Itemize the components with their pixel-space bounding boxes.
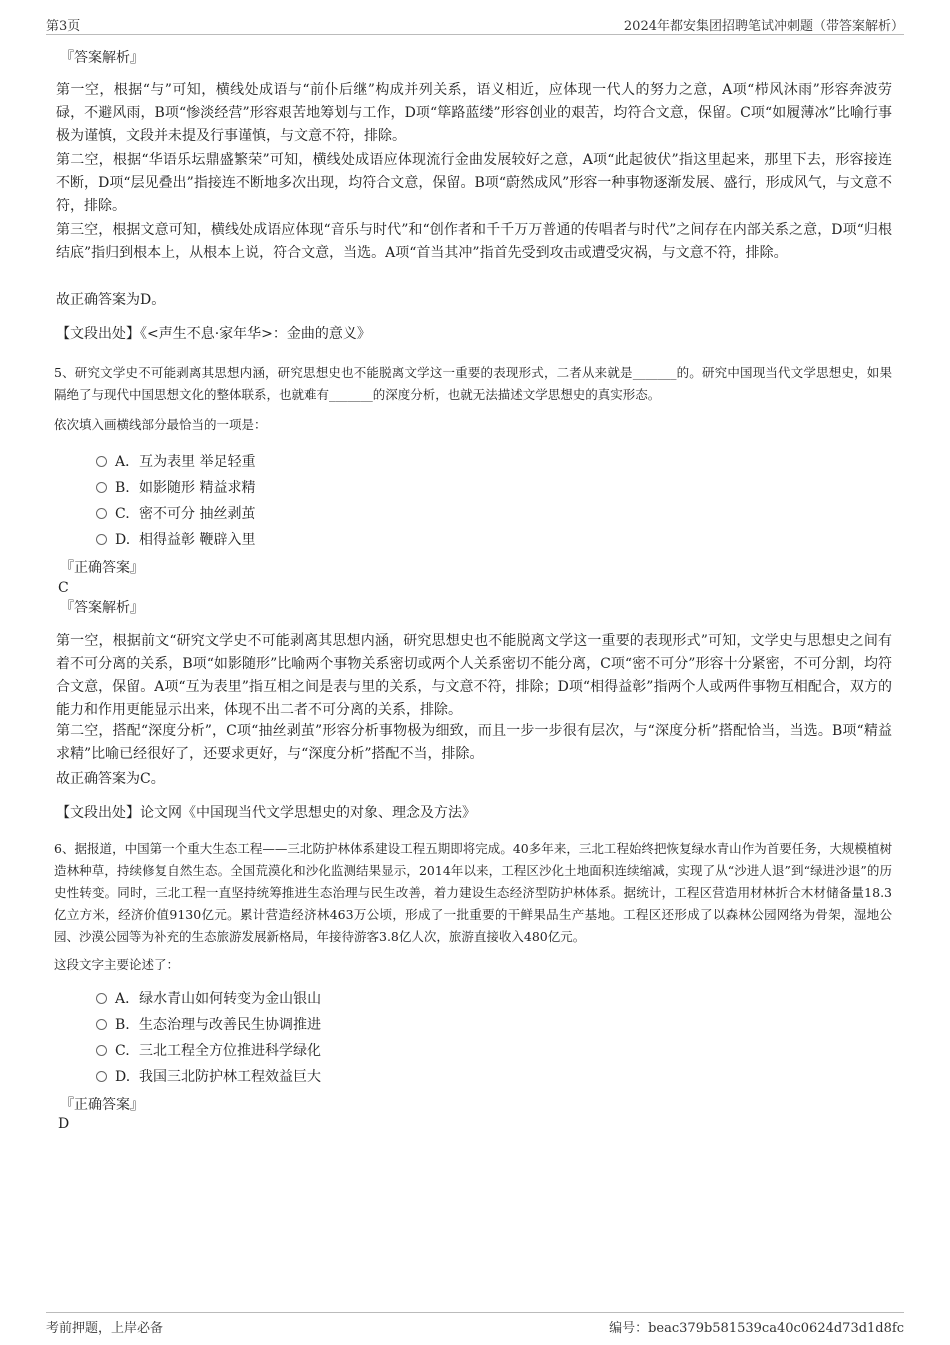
- q4-analysis-para3: 第三空，根据文意可知，横线处成语应体现“音乐与时代”和“创作者和千千万万普通的传唱者与时代”之间存在内部关系之意，D项“归根结底”指归到根本上，从根本上说，符合文意，当选。A项“首当其冲”指首先受到攻击或遭受灾祸，与文意不符，排除。: [56, 222, 892, 261]
- q4-conclusion: 故正确答案为D。: [56, 292, 166, 308]
- page-number: 第3页: [46, 19, 81, 34]
- q6-option-d[interactable]: D. 我国三北防护林工程效益巨大: [96, 1067, 321, 1087]
- page-footer: [46, 1312, 904, 1335]
- q5-answer-label: 『正确答案』: [60, 560, 144, 576]
- radio-icon[interactable]: [96, 1071, 107, 1082]
- footer-code: 编号：beac379b581539ca40c0624d73d1d8fc: [609, 1321, 904, 1336]
- q4-analysis-para2: 第二空，根据“华语乐坛鼎盛繁荣”可知，横线处成语应体现流行金曲发展较好之意，A项“此起彼伏”指这里起来，那里下去，形容接连不断，D项“层见叠出”指接连不断地多次出现，均符合文意，保留。B项“蔚然成风”形容一种事物逐渐发展、盛行，形成风气，与文意不符，排除。: [56, 152, 892, 214]
- q5-option-b[interactable]: B. 如影随形 精益求精: [96, 478, 255, 498]
- page-header: [46, 14, 904, 35]
- q5-conclusion: 故正确答案为C。: [56, 771, 165, 787]
- q6-answer: D: [58, 1116, 70, 1132]
- radio-icon[interactable]: [96, 534, 107, 545]
- q4-analysis-label: 『答案解析』: [60, 50, 144, 66]
- q6-option-a[interactable]: A．绿水青山如何转变为金山银山: [96, 989, 321, 1009]
- q5-stem: 5、研究文学史不可能剥离其思想内涵，研究思想史也不能脱离文学这一重要的表现形式，二者从来就是_______的。研究中国现当代文学思想史，如果隔绝了与现代中国思想文化的整体联系，也就难有_______的深度分析，也就无法描述文学思想史的真实形态。: [54, 365, 892, 402]
- q5-option-d[interactable]: D. 相得益彰 鞭辟入里: [96, 530, 255, 550]
- q5-prompt: 依次填入画横线部分最恰当的一项是：: [54, 417, 267, 432]
- q6-option-c[interactable]: C. 三北工程全方位推进科学绿化: [96, 1041, 321, 1061]
- radio-icon[interactable]: [96, 456, 107, 467]
- q4-analysis-para1: 第一空，根据“与”可知，横线处成语与“前仆后继”构成并列关系，语义相近，应体现一代人的努力之意，A项“栉风沐雨”形容奔波劳碌，不避风雨，B项“惨淡经营”形容艰苦地筹划与工作，D项“筚路蓝缕”形容创业的艰苦，均符合文意，保留。C项“如履薄冰”比喻行事极为谨慎，文段并未提及行事谨慎，与文意不符，排除。: [56, 82, 892, 144]
- q5-analysis-para2: 第二空，搭配“深度分析”，C项“抽丝剥茧”形容分析事物极为细致，而且一步一步很有层次，与“深度分析”搭配恰当，当选。B项“精益求精”比喻已经很好了，还要求更好，与“深度分析”搭配不当，排除。: [56, 723, 892, 762]
- q5-analysis-label: 『答案解析』: [60, 600, 144, 616]
- q6-option-b[interactable]: B. 生态治理与改善民生协调推进: [96, 1015, 321, 1035]
- radio-icon[interactable]: [96, 482, 107, 493]
- radio-icon[interactable]: [96, 1019, 107, 1030]
- q6-stem: 6、据报道，中国第一个重大生态工程——三北防护林体系建设工程五期即将完成。40多年来，三北工程始终把恢复绿水青山作为首要任务，大规模植树造林种草，持续修复自然生态。全国荒漠化和沙化监测结果显示，2014年以来，工程区沙化土地面积连续缩减，实现了从“沙进人退”到“绿进沙退”的历史性转变。同时，三北工程一直坚持统筹推进生态治理与民生改善，着力建设生态经济型防护林体系。据统计，工程区营造用材林折合木材储备量18.3亿立方米，经济价值9130亿元。累计营造经济林463万公顷，形成了一批重要的干鲜果品生产基地。工程区还形成了以森林公园网络为骨架，湿地公园、沙漠公园等为补充的生态旅游发展新格局，年接待游客3.8亿人次，旅游直接收入480亿元。: [54, 841, 892, 944]
- radio-icon[interactable]: [96, 993, 107, 1004]
- q5-analysis-para1: 第一空，根据前文“研究文学史不可能剥离其思想内涵，研究思想史也不能脱离文学这一重要的表现形式”可知，文学史与思想史之间有着不可分离的关系，B项“如影随形”比喻两个事物关系密切或两个人关系密切不能分离，C项“密不可分”形容十分紧密，不可分割，均符合文意，保留。A项“互为表里”指互相之间是表与里的关系，与文意不符，排除；D项“相得益彰”指两个人或两件事物互相配合，双方的能力和作用更能显示出来，体现不出二者不可分离的关系，排除。: [56, 633, 892, 718]
- q4-source: 【文段出处】《<声生不息·家年华>：金曲的意义》: [56, 326, 371, 342]
- radio-icon[interactable]: [96, 1045, 107, 1056]
- q5-option-a[interactable]: A．互为表里 举足轻重: [96, 452, 256, 472]
- q5-answer: C: [58, 580, 69, 596]
- q5-option-c[interactable]: C. 密不可分 抽丝剥茧: [96, 504, 255, 524]
- footer-slogan: 考前押题，上岸必备: [46, 1321, 164, 1336]
- q6-answer-label: 『正确答案』: [60, 1097, 144, 1113]
- q6-prompt: 这段文字主要论述了：: [54, 957, 180, 972]
- radio-icon[interactable]: [96, 508, 107, 519]
- q5-source: 【文段出处】论文网《中国现当代文学思想史的对象、理念及方法》: [56, 805, 476, 821]
- document-title: 2024年都安集团招聘笔试冲刺题（带答案解析）: [623, 19, 904, 34]
